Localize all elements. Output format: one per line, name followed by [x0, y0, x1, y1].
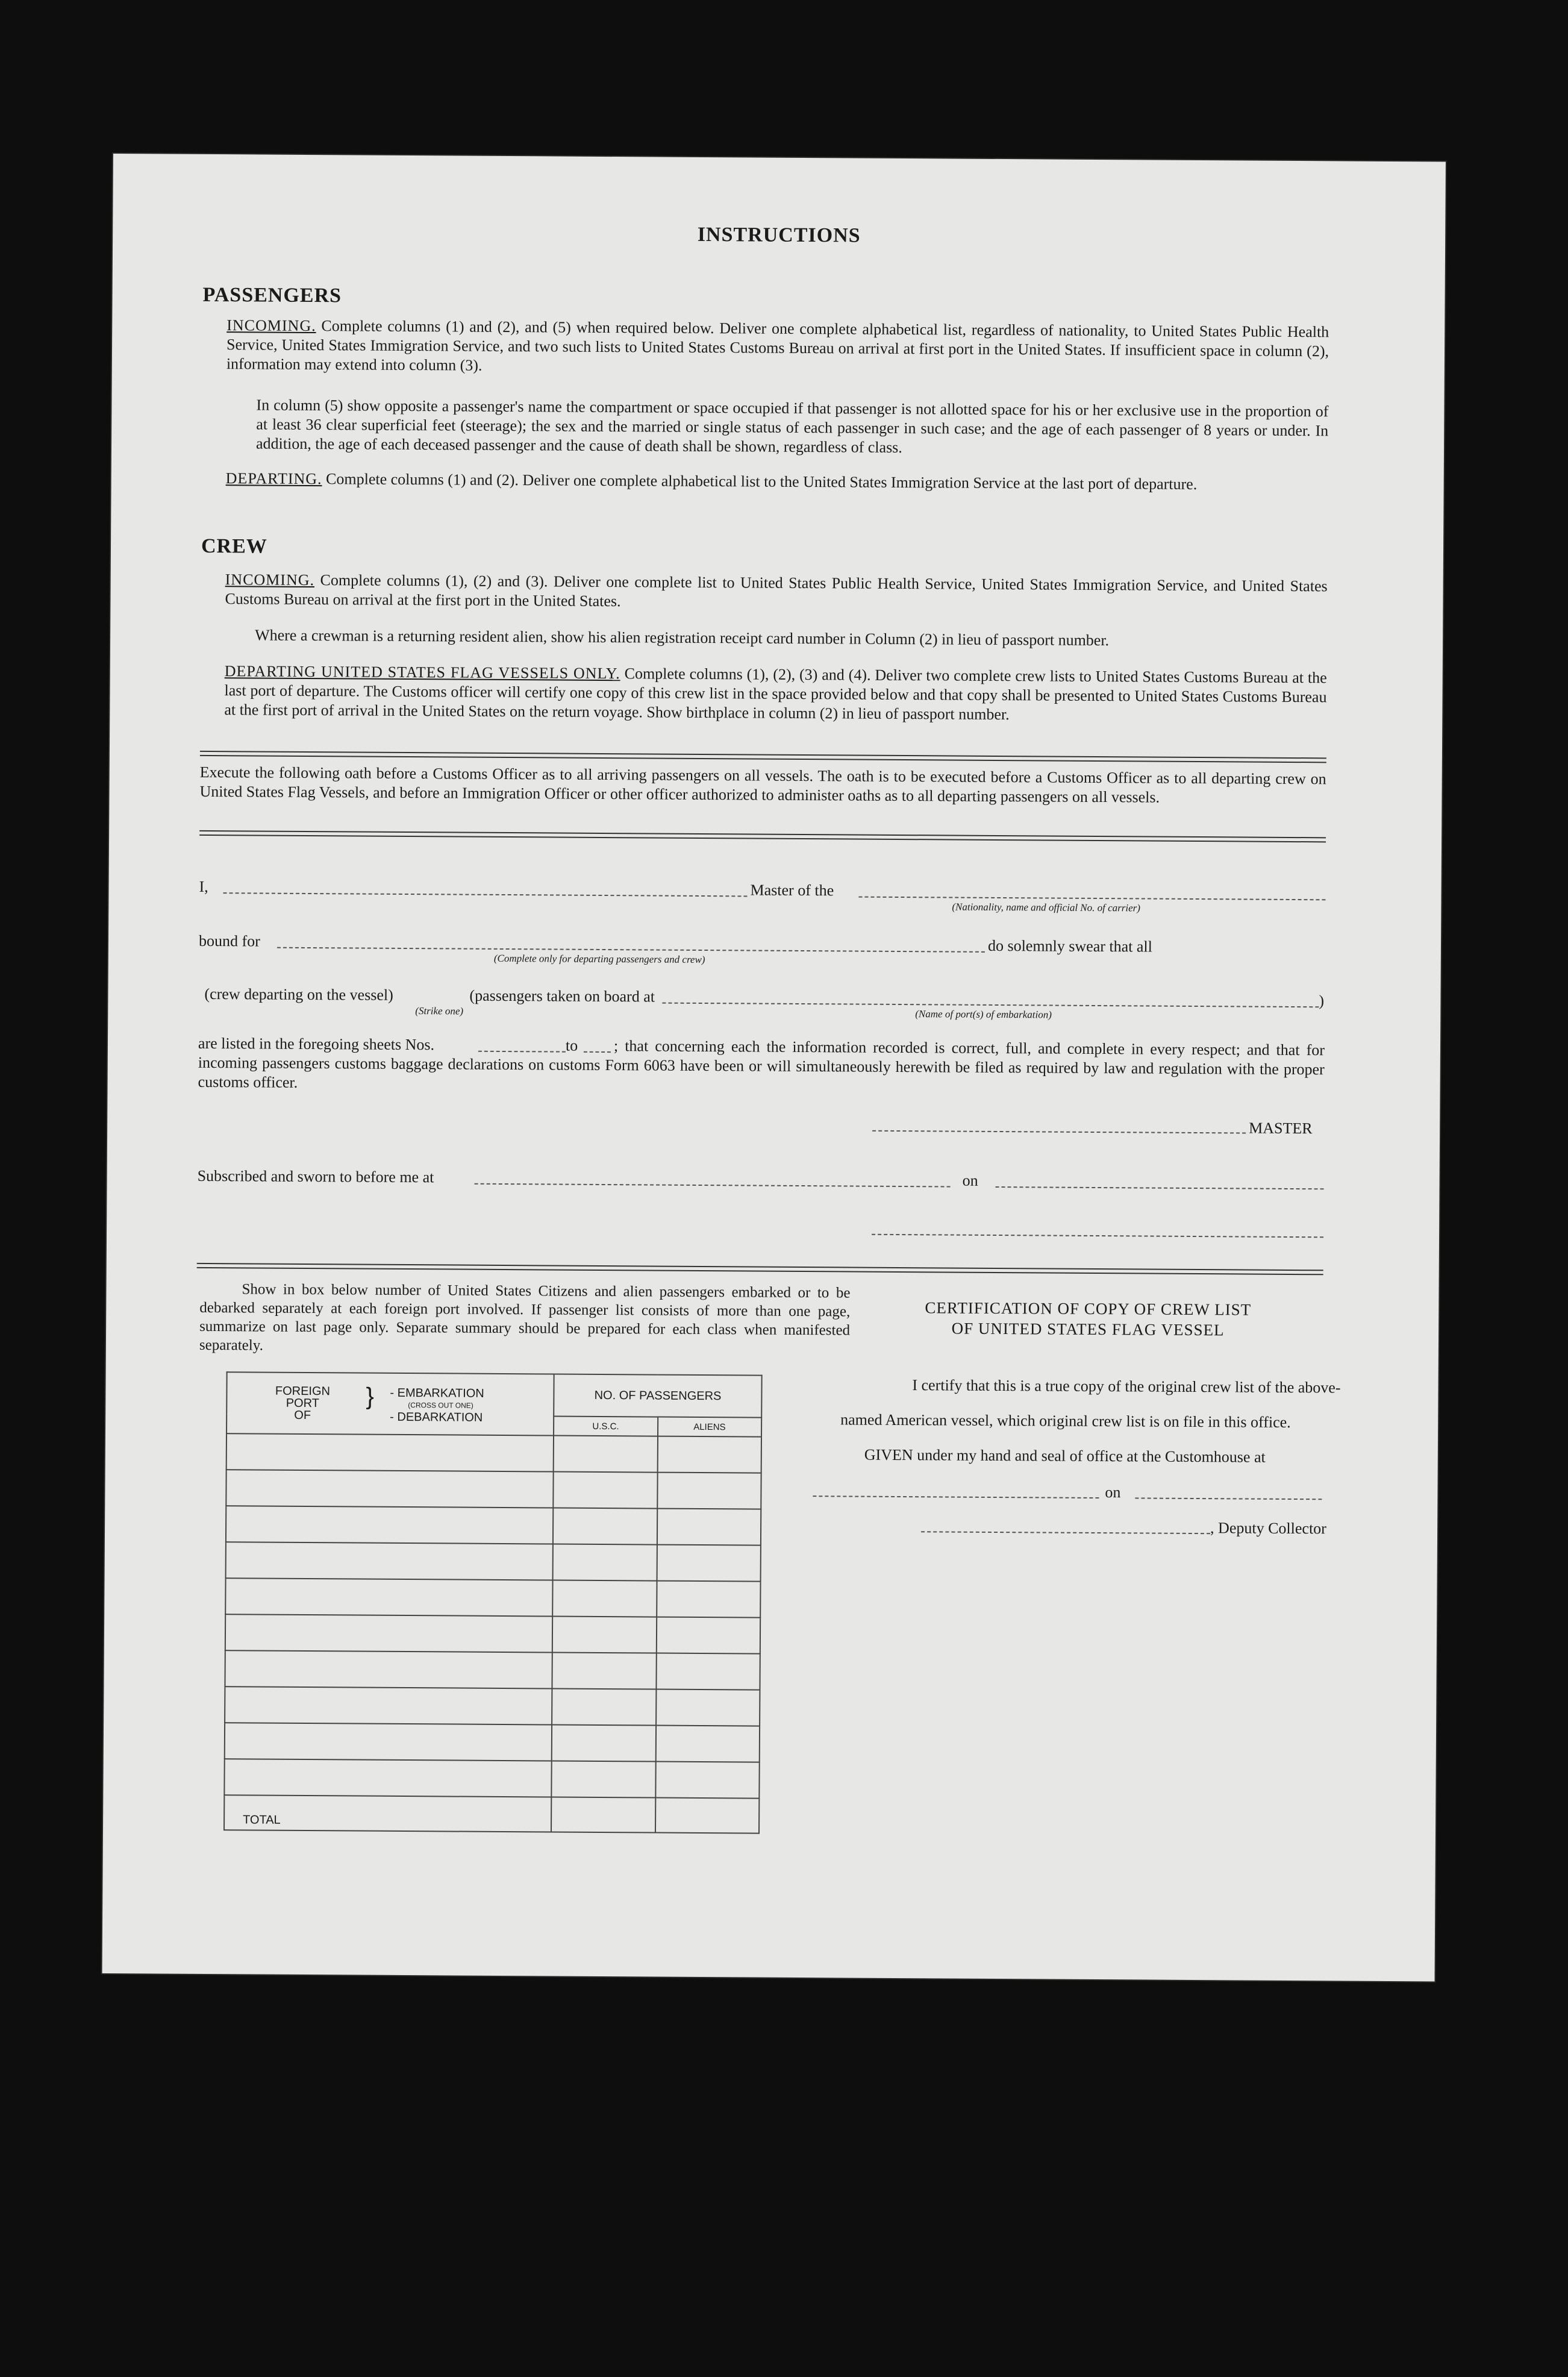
summary-table-row: [226, 1433, 761, 1473]
summary-aliens-cell[interactable]: [656, 1653, 760, 1690]
summary-usc-cell[interactable]: [553, 1544, 657, 1581]
master-name-line[interactable]: [223, 892, 748, 897]
subscribed-label: Subscribed and sworn to before me at: [197, 1167, 434, 1186]
summary-port-cell[interactable]: [225, 1686, 552, 1724]
form-document: [102, 154, 1446, 1981]
certification-heading-line2: OF UNITED STATES FLAG VESSEL: [951, 1319, 1225, 1339]
oath-i-label: I,: [199, 877, 208, 895]
passengers-departing-label: DEPARTING.: [225, 469, 322, 488]
customhouse-line[interactable]: [813, 1495, 1099, 1499]
port-note: (Name of port(s) of embarkation): [915, 1008, 1052, 1021]
scanned-form-page: [102, 154, 1446, 1981]
total-aliens-cell[interactable]: [655, 1798, 760, 1834]
subscribed-date-line[interactable]: [996, 1186, 1324, 1189]
crew-departing-label: DEPARTING UNITED STATES FLAG VESSELS ONLY.: [224, 662, 620, 683]
summary-table-row: [224, 1759, 759, 1798]
summary-table-row: [225, 1578, 760, 1617]
oath-instructions: Execute the following oath before a Customs Officer as to all arriving passengers on all vessels. The oath is to be executed before a Customs Officer as to all departing crew on United States Flag Vessels, and before an Immigration Officer or other officer authorized to administer oaths as to all departing passengers on all vessels.: [199, 763, 1326, 806]
summary-usc-cell[interactable]: [552, 1761, 656, 1797]
master-label: MASTER: [1249, 1119, 1313, 1138]
summary-port-cell[interactable]: [225, 1614, 553, 1652]
summary-aliens-cell[interactable]: [657, 1509, 761, 1546]
summary-aliens-cell[interactable]: [656, 1690, 760, 1726]
summary-table-row: [225, 1686, 760, 1726]
passengers-incoming-text: Complete columns (1) and (2), and (5) when required below. Deliver one complete alphabetical list, regardless of nationality, to United States Public Health Service, United States Immigration Service, and two such lists to United States Customs Bureau on arrival at first port in the United States. If insufficient space in column (2), information may extend into column (3).: [226, 317, 1329, 374]
summary-usc-cell[interactable]: [554, 1436, 658, 1473]
summary-aliens-cell[interactable]: [657, 1473, 761, 1509]
crew-resident-paragraph: Where a crewman is a returning resident alien, show his alien registration receipt card number in Column (2) in lieu of passport number.: [255, 626, 1110, 650]
of-label: OF: [294, 1408, 311, 1423]
crew-departing-paragraph: [224, 662, 1327, 726]
given-text: GIVEN under my hand and seal of office at the Customhouse at: [864, 1445, 1266, 1466]
carrier-note: (Nationality, name and official No. of carrier): [952, 901, 1141, 914]
complete-only-note: (Complete only for departing passengers and crew): [493, 952, 705, 966]
summary-table-row: [225, 1650, 760, 1690]
deputy-signature-line[interactable]: [921, 1531, 1210, 1534]
total-label: TOTAL: [224, 1795, 552, 1832]
embarkation-port-line[interactable]: [662, 1003, 1319, 1008]
summary-aliens-cell[interactable]: [655, 1762, 760, 1799]
strike-one-note: (Strike one): [415, 1005, 464, 1017]
brace-glyph: }: [366, 1383, 374, 1410]
passengers-incoming-label: INCOMING.: [226, 316, 316, 335]
crew-departing-text: Complete columns (1), (2), (3) and (4). Deliver two complete crew lists to United States Customs Bureau at the last port of departure. The Customs officer will certify one copy of this crew list in the space provided below and that copy shall be presented to United States Customs Bureau at the first port of arrival in the United States on the return voyage. Show birthplace in column (2) in lieu of passport number.: [224, 665, 1327, 724]
summary-table-row: [226, 1506, 761, 1545]
crew-incoming-paragraph: [225, 570, 1327, 615]
master-of-label: Master of the: [750, 881, 834, 900]
listed-rest-text: ; that concerning each the information recorded is correct, full, and complete in every respect; and that for incoming passengers customs baggage declarations on customs Form 6063 have been or will simultaneously herewith be filed as required by law and regulation with the proper customs officer.: [198, 1037, 1325, 1091]
summary-usc-cell[interactable]: [553, 1508, 657, 1545]
summary-table-body: [224, 1433, 761, 1798]
double-rule-1: [200, 751, 1326, 763]
passengers-departing-paragraph: [226, 469, 1328, 495]
cert-on-label: on: [1105, 1483, 1121, 1502]
summary-usc-cell[interactable]: [552, 1652, 657, 1689]
crew-heading: CREW: [201, 534, 267, 558]
summary-port-cell[interactable]: [225, 1578, 553, 1616]
summary-table-row: [225, 1614, 760, 1653]
passengers-incoming-paragraph: [226, 316, 1329, 380]
to-label: to: [565, 1036, 578, 1054]
summary-aliens-cell[interactable]: [657, 1581, 761, 1618]
close-paren: ): [1319, 992, 1325, 1010]
summary-aliens-cell[interactable]: [657, 1545, 761, 1582]
debarkation-label: - DEBARKATION: [390, 1410, 483, 1424]
summary-aliens-cell[interactable]: [657, 1436, 761, 1473]
summary-usc-cell[interactable]: [552, 1617, 657, 1653]
embarkation-label: - EMBARKATION: [390, 1386, 484, 1400]
summary-port-cell[interactable]: [225, 1723, 552, 1761]
double-rule-3: [197, 1263, 1323, 1275]
summary-port-cell[interactable]: [226, 1542, 554, 1580]
subscribed-on-label: on: [962, 1171, 978, 1189]
foreign-label: FOREIGN: [275, 1384, 331, 1398]
cert-date-line[interactable]: [1135, 1497, 1322, 1500]
passengers-column5-paragraph: In column (5) show opposite a passenger's name the compartment or space occupied if that passenger is not allotted space for his or her exclusive use in the proportion of at least 36 clear superficial feet (steerage); the sex and the married or single status of each passenger in such case; and the age of each passenger of 8 years or under. In addition, the age of each deceased passenger and the cause of death shall be shown, regardless of class.: [255, 396, 1329, 457]
total-usc-cell[interactable]: [551, 1797, 655, 1832]
summary-usc-cell[interactable]: [552, 1688, 656, 1725]
summary-table-row: [226, 1470, 761, 1509]
summary-port-cell[interactable]: [226, 1470, 554, 1508]
foreign-port-header: [226, 1372, 554, 1435]
certify-line2: named American vessel, which original crew list is on file in this office.: [840, 1411, 1291, 1431]
swear-label: do solemnly swear that all: [987, 936, 1153, 956]
summary-usc-cell[interactable]: [552, 1724, 656, 1761]
carrier-line[interactable]: [858, 897, 1325, 901]
usc-header: U.S.C.: [554, 1417, 658, 1436]
page-title: INSTRUCTIONS: [697, 223, 861, 247]
double-rule-2: [199, 830, 1326, 842]
passengers-heading: PASSENGERS: [202, 283, 342, 307]
summary-port-cell[interactable]: [225, 1650, 552, 1688]
summary-aliens-cell[interactable]: [656, 1617, 760, 1654]
summary-usc-cell[interactable]: [552, 1580, 657, 1617]
certification-heading-line1: CERTIFICATION OF COPY OF CREW LIST: [925, 1298, 1252, 1319]
deputy-collector-label: , Deputy Collector: [1210, 1519, 1326, 1538]
passengers-departing-text: Complete columns (1) and (2). Deliver one complete alphabetical list to the United States Immigration Service at the last port of departure.: [326, 470, 1198, 493]
summary-usc-cell[interactable]: [554, 1472, 658, 1509]
summary-port-cell[interactable]: [226, 1506, 554, 1544]
summary-table-row: [226, 1542, 761, 1581]
passenger-summary-table: [223, 1371, 763, 1834]
summary-aliens-cell[interactable]: [655, 1726, 760, 1762]
summary-port-cell[interactable]: [226, 1433, 554, 1471]
summary-table-row: [225, 1723, 760, 1762]
bound-for-line[interactable]: [277, 947, 985, 953]
bound-for-label: bound for: [198, 932, 260, 950]
master-signature-line[interactable]: [872, 1130, 1246, 1134]
certify-line1: I certify that this is a true copy of the original crew list of the above-: [912, 1376, 1341, 1397]
listed-in-label: are listed in the foregoing sheets Nos.: [198, 1034, 435, 1054]
cross-out-label: (CROSS OUT ONE): [408, 1401, 473, 1410]
crew-incoming-label: INCOMING.: [225, 571, 315, 589]
certification-heading: [835, 1297, 1341, 1341]
aliens-header: ALIENS: [658, 1417, 762, 1437]
subscribed-place-line[interactable]: [475, 1183, 951, 1188]
passengers-taken-option: (passengers taken on board at: [469, 986, 655, 1006]
crew-incoming-text: Complete columns (1), (2) and (3). Deliver one complete list to United States Public Health Service, United States Immigration Service, and United States Customs Bureau on arrival at the first port in the United States.: [225, 571, 1328, 610]
officer-signature-line[interactable]: [872, 1234, 1323, 1238]
no-of-passengers-header: NO. OF PASSENGERS: [554, 1374, 761, 1418]
port-label: PORT: [286, 1396, 319, 1411]
summary-port-cell[interactable]: [224, 1759, 552, 1797]
crew-departing-option: (crew departing on the vessel): [204, 985, 393, 1004]
summary-instructions: Show in box below number of United States Citizens and alien passengers embarked or to be debarked separately at each foreign port involved. If passenger list consists of more than one page, summarize on last page only. Separate summary should be prepared for each class when manifested separately.: [199, 1281, 851, 1354]
